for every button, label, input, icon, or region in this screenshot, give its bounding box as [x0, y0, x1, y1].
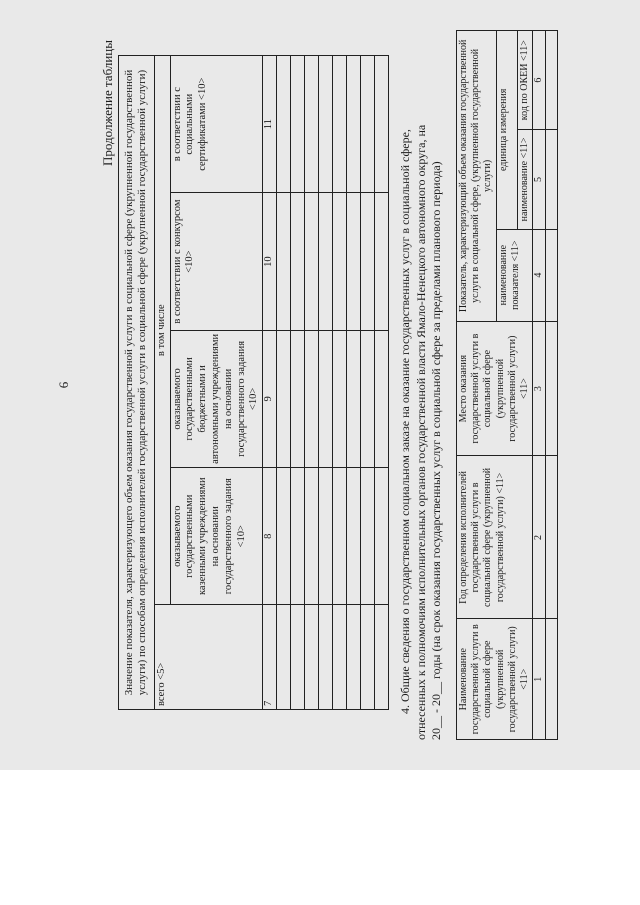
empty-row: [333, 56, 347, 710]
empty-row: [319, 56, 333, 710]
header-indicator-name: наименование показателя <11>: [496, 229, 533, 321]
section-4-line: 20__ - 20__ годы (на срок оказания государственных услуг в социальной сфере за пределами планового периода): [429, 161, 444, 740]
column-number: 8: [263, 468, 277, 605]
subheader-social-certificates: в соответствии с социальными сертификатами <10>: [170, 56, 263, 193]
empty-row: [291, 56, 305, 710]
column-number: 4: [533, 229, 546, 321]
empty-row: [375, 56, 389, 710]
header-unit-name: наименование <11>: [517, 130, 532, 229]
section-4-heading: [398, 30, 445, 740]
header-year-of-determination: Год определения исполнителей государственной услуги в социальной сфере (укрупненной государственной услуги) <11>: [457, 456, 533, 619]
subheader-state-institutions: оказываемого государственными казенными учреждениями на основании государственного задания <10>: [170, 468, 263, 605]
column-number: 10: [263, 193, 277, 330]
empty-row: [546, 31, 558, 740]
table-continuation-label: Продолжение таблицы: [100, 40, 115, 166]
column-number: 6: [533, 31, 546, 130]
header-place-of-provision: Место оказания государственной услуги в социальной сфере (укрупненной государственной услуги) <11>: [457, 321, 533, 456]
header-service-name: Наименование государственной услуги в социальной сфере (укрупненной государственной услуги) <11>: [457, 619, 533, 740]
blank-margin: [0, 770, 640, 905]
column-number: 9: [263, 330, 277, 467]
header-volume-indicator: Показатель, характеризующий объем оказания государственной услуги в социальной сфере, (укрупненной государственной услуги): [457, 31, 497, 322]
section-4-line: 4. Общие сведения о государственном социальном заказе на оказание государственных услуг в социальной сфере,: [398, 129, 412, 714]
empty-row: [347, 56, 361, 710]
column-number: 3: [533, 321, 546, 456]
section-4-line: отнесенных к полномочиям исполнительных органов государственной власти Ямало-Ненецкого автономного округа, на: [413, 124, 428, 740]
column-number: 1: [533, 619, 546, 740]
column-number: 11: [263, 56, 277, 193]
social-order-table: [456, 30, 558, 740]
subheader-budget-institutions: оказываемого государственными бюджетными и автономными учреждениями на основании государственного задания <10>: [170, 330, 263, 467]
including-group-header: в том числе: [154, 56, 170, 605]
indicator-value-header: Значение показателя, характеризующего объем оказания государственной услуги в социальной сфере (укрупненной государственной услуги) по способам определения исполнителей государственной услуги в социальной сфере (укрупненной государственной услуги): [119, 56, 155, 710]
empty-row: [361, 56, 375, 710]
header-okei-code: код по ОКЕИ <11>: [517, 31, 532, 130]
column-number: 2: [533, 456, 546, 619]
total-column-header: всего <5>: [154, 605, 262, 710]
page-number: 6: [56, 381, 71, 389]
header-unit-group: единица измерения: [496, 31, 517, 230]
empty-row: [305, 56, 319, 710]
column-number: 5: [533, 130, 546, 229]
empty-row: [277, 56, 291, 710]
column-number: 7: [263, 605, 277, 710]
indicator-value-table: [118, 55, 389, 710]
subheader-competition: в соответствии с конкурсом <10>: [170, 193, 263, 330]
